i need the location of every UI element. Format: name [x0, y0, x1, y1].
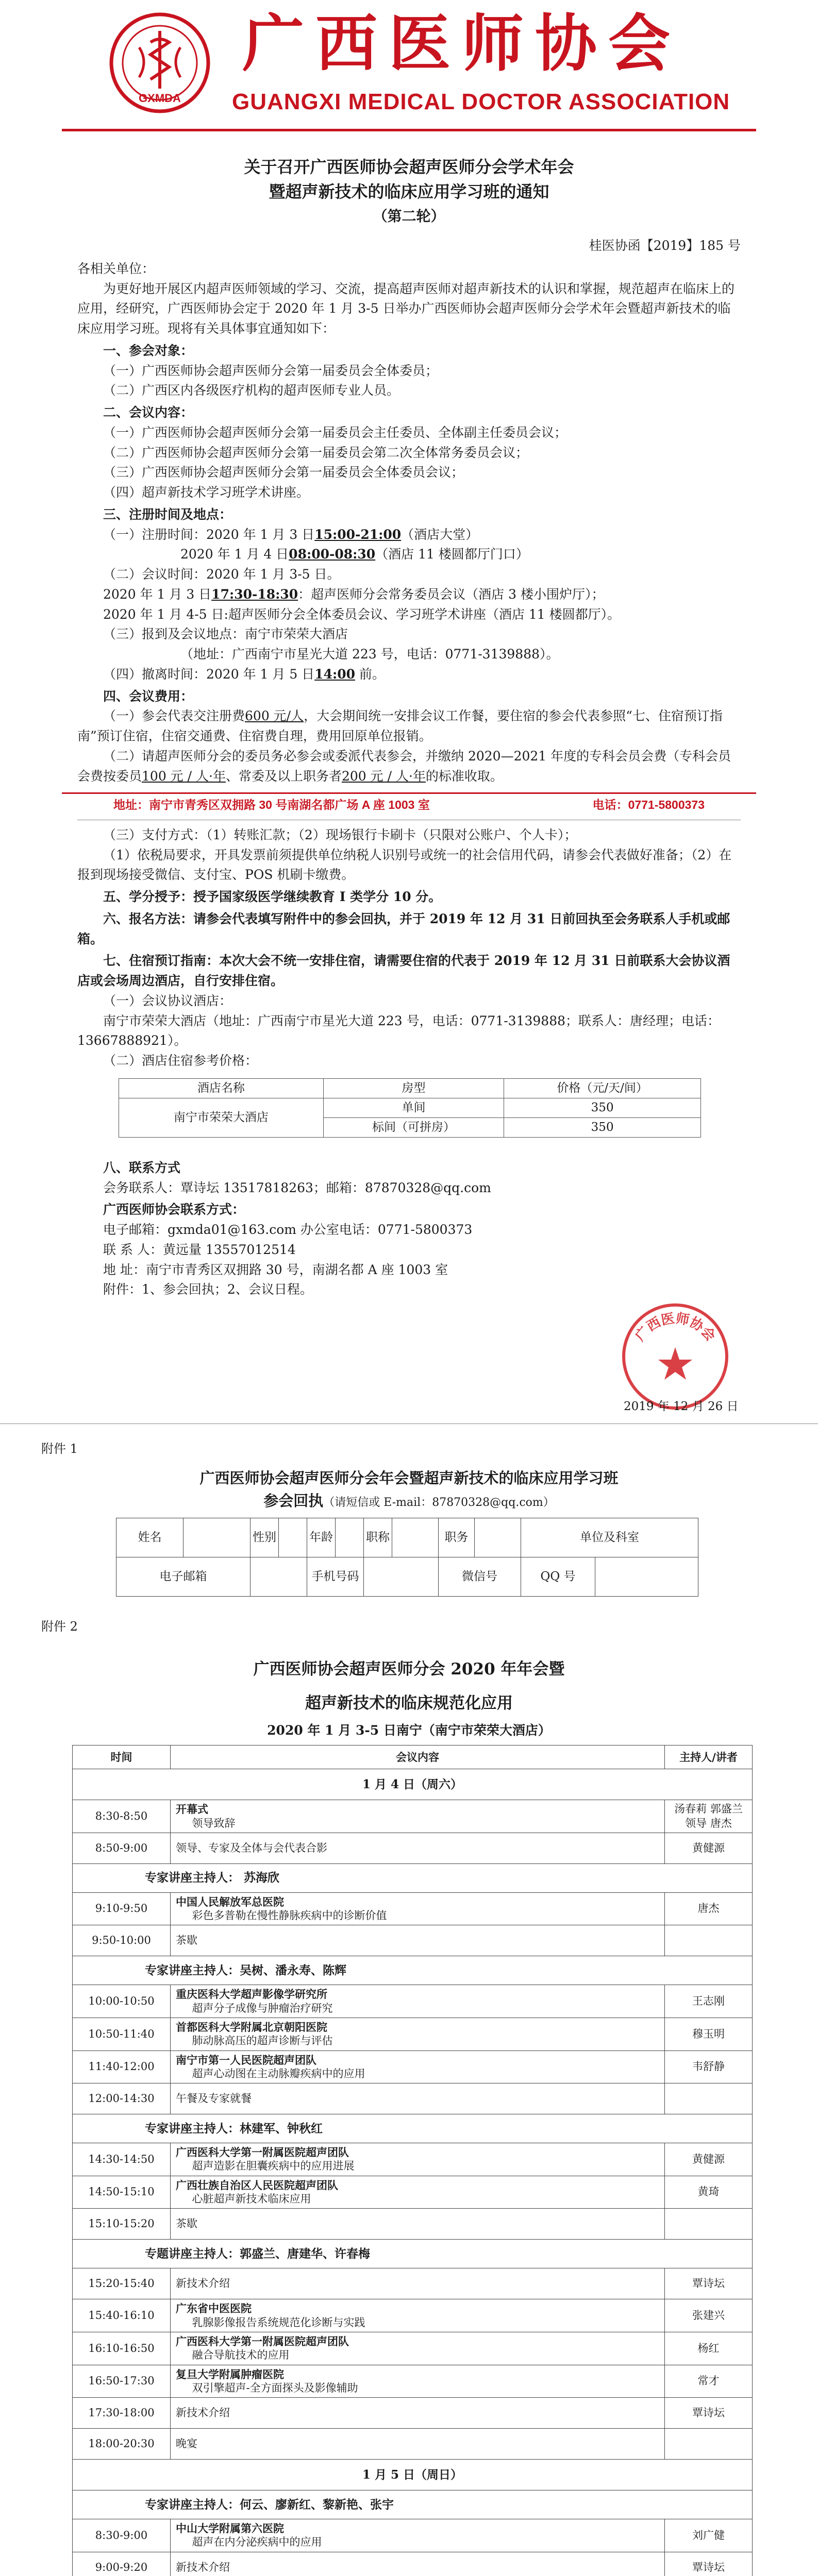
session-content: [171, 2299, 665, 2332]
venue: （三）报到及会议地点：南宁市荣荣大酒店: [103, 626, 348, 642]
section-5: 五、学分授予：授予国家级医学继续教育 I 类学分 10 分。: [103, 889, 442, 905]
form-field[interactable]: [475, 1518, 521, 1557]
session-topic: 双引擎超声-全方面探头及影像辅助: [192, 2381, 358, 2394]
session-content: [171, 1833, 665, 1863]
session-time: 9:10-9:50: [73, 1892, 171, 1925]
table-row: [73, 2332, 753, 2365]
form-label: 职称: [364, 1518, 392, 1557]
attachment-1-subtitle: 参会回执（请短信或 E-mail：87870328@qq.com）: [263, 1492, 555, 1510]
notice-title-1: 关于召开广西医师协会超声医师分会学术年会: [244, 157, 574, 177]
section-1-item: （一）广西医师协会超声医师分会第一届委员会全体委员；: [103, 363, 439, 378]
registration-time: （一）注册时间：2020 年 1 月 3 日15:00-21:00（酒店大堂）: [103, 527, 479, 542]
table-header: 主持人/讲者: [665, 1745, 753, 1769]
session-speaker: 王志刚: [665, 1985, 753, 2018]
session-content: [171, 2083, 665, 2114]
session-title: 茶歇: [176, 1934, 197, 1947]
form-field[interactable]: [336, 1518, 364, 1557]
session-speaker: [665, 1925, 753, 1956]
footer-rule: [62, 792, 756, 794]
table-row: [73, 2176, 753, 2209]
section-1-item: （二）广西区内各级医疗机构的超声医师专业人员。: [103, 383, 400, 398]
table-row: [73, 2083, 753, 2114]
table-row: [73, 1892, 753, 1925]
session-content: [171, 1892, 665, 1925]
session-topic: 彩色多普勒在慢性静脉疾病中的诊断价值: [192, 1909, 387, 1922]
contact-line: 会务联系人：覃诗坛 13517818263；邮箱：87870328@qq.com: [103, 1180, 491, 1195]
form-label: 性别: [251, 1518, 279, 1557]
table-row: [73, 1800, 753, 1833]
official-seal-icon: [619, 1300, 732, 1413]
host-row: [73, 1863, 753, 1892]
letterhead: [0, 0, 818, 155]
table-row: [73, 2018, 753, 2050]
session-content: [171, 2332, 665, 2365]
table-cell: 标间（可拼房）: [323, 1117, 504, 1137]
session-time: 8:30-9:00: [73, 2519, 171, 2552]
host-row: [73, 2114, 753, 2143]
attachment-2-subtitle: 超声新技术的临床规范化应用: [305, 1694, 513, 1713]
host-row: [73, 2240, 753, 2268]
notice: [0, 155, 818, 1418]
table-row: [119, 1098, 701, 1117]
session-content: [171, 2519, 665, 2552]
session-title: 新技术介绍: [176, 2406, 230, 2419]
session-time: 16:50-17:30: [73, 2365, 171, 2398]
association-logo-icon: [108, 11, 211, 114]
salutation: 各相关单位：: [77, 261, 155, 276]
form-label: 单位及科室: [521, 1518, 698, 1557]
session-topic: 肺动脉高压的超声诊断与评估: [192, 2035, 333, 2047]
session-topic: 乳腺影像报告系统规范化诊断与实践: [192, 2316, 365, 2329]
table-header: 价格（元/天/间）: [504, 1078, 701, 1098]
session-speaker: 覃诗坛: [665, 2552, 753, 2576]
form-label: 年龄: [307, 1518, 336, 1557]
session-topic: 融合导航技术的应用: [192, 2349, 290, 2362]
attachment-2-date-venue: 2020 年 1 月 3-5 日南宁（南宁市荣荣大酒店）: [267, 1723, 551, 1738]
session-time: 8:30-8:50: [73, 1800, 171, 1833]
table-row: [73, 1925, 753, 1956]
contact-title: 八、联系方式: [103, 1160, 181, 1175]
session-time: 15:40-16:10: [73, 2299, 171, 2332]
session-content: [171, 2552, 665, 2576]
session-speaker: 覃诗坛: [665, 2398, 753, 2429]
table-row: [73, 1985, 753, 2018]
session-time: 15:10-15:20: [73, 2209, 171, 2240]
contact-line: 广西医师协会联系方式：: [103, 1202, 245, 1217]
session-topic: 超声造影在胆囊疾病中的应用进展: [192, 2160, 355, 2173]
session-speaker: 张建兴: [665, 2299, 753, 2332]
contact-section: [77, 1158, 741, 1300]
table-row: [73, 2050, 753, 2083]
form-label: 职务: [439, 1518, 475, 1557]
session-title: 首都医科大学附属北京朝阳医院: [176, 2020, 327, 2033]
form-field[interactable]: [251, 1557, 307, 1597]
day-heading: 1 月 5 日（周日）: [73, 2460, 753, 2490]
hotel-title: （一）会议协议酒店：: [103, 993, 232, 1008]
table-row: [73, 2268, 753, 2299]
session-content: [171, 2398, 665, 2429]
session-topic: 超声在内分泌疾病中的应用: [192, 2536, 322, 2549]
registration-form-table: [116, 1518, 698, 1597]
meeting-time-detail-2: 2020 年 1 月 4-5 日:超声医师分会全体委员会议、学习班学术讲座（酒店 11 楼圆都厅）。: [103, 606, 621, 622]
session-speaker: 汤春莉 郭盛兰 领导 唐杰: [665, 1800, 753, 1833]
table-cell: 单间: [323, 1098, 504, 1117]
section-2-item: （三）广西医师协会超声医师分会第一届委员会全体委员会议；: [103, 465, 464, 480]
notice-title-2: 暨超声新技术的临床应用学习班的通知: [269, 182, 549, 201]
fee-paragraph-2: （二）请超声医师分会的委员务必参会或委派代表参会，并缴纳 2020—2021 年度的专科会员会费（专科会员会费按委员100 元 / 人·年、常委及以上职务者200 元 / 人·年的标准收取。: [77, 748, 731, 784]
host-row: [73, 1956, 753, 1985]
session-content: [171, 2209, 665, 2240]
footer-address: 地址：南宁市青秀区双拥路 30 号南湖名都广场 A 座 1003 室: [113, 798, 430, 812]
table-header-row: [73, 1745, 753, 1769]
meeting-time: （二）会议时间：2020 年 1 月 3-5 日。: [103, 567, 340, 582]
day-heading: 1 月 4 日（周六）: [73, 1769, 753, 1800]
session-speaker: [665, 2429, 753, 2460]
day-row: [73, 2460, 753, 2490]
table-row: [73, 2398, 753, 2429]
session-time: 14:50-15:10: [73, 2176, 171, 2209]
table-row: [116, 1518, 698, 1557]
section-3-title: 三、注册时间及地点：: [103, 506, 232, 522]
session-time: 14:30-14:50: [73, 2143, 171, 2176]
notice-round: （第二轮）: [373, 208, 445, 225]
fee-paragraph-1: （一）参会代表交注册费600 元/人，大会期间统一安排会议工作餐，要住宿的参会代表参照“七、住宿预订指南”预订住宿，住宿交通费、住宿费自理，费用回原单位报销。: [77, 708, 723, 743]
session-time: 10:50-11:40: [73, 2018, 171, 2050]
session-host: 专题讲座主持人：郭盛兰、唐建华、许春梅: [73, 2240, 753, 2268]
schedule-table: [72, 1745, 753, 2576]
registration-time-2: 2020 年 1 月 4 日08:00-08:30（酒店 11 楼圆都厅门口）: [180, 547, 529, 562]
host-row: [73, 2490, 753, 2519]
session-topic: 心脏超声新技术临床应用: [192, 2193, 311, 2206]
table-row: [73, 2143, 753, 2176]
session-title: 广东省中医医院: [176, 2302, 252, 2315]
session-time: 17:30-18:00: [73, 2398, 171, 2429]
attachment-2-label: 附件 2: [41, 1619, 78, 1634]
form-label: QQ 号: [521, 1557, 595, 1597]
session-topic: 超声心动图在主动脉瓣疾病中的应用: [192, 2067, 365, 2080]
form-field[interactable]: [392, 1518, 439, 1557]
session-speaker: 穆玉明: [665, 2018, 753, 2050]
table-row: [73, 2552, 753, 2576]
table-row: [73, 2519, 753, 2552]
table-cell: 350: [504, 1098, 701, 1117]
session-title: 新技术介绍: [176, 2561, 230, 2573]
attachment-1-title: 广西医师协会超声医师分会年会暨超声新技术的临床应用学习班: [199, 1469, 619, 1487]
payment-method: （三）支付方式：（1）转账汇款；（2）现场银行卡刷卡（只限对公账户、个人卡）；: [103, 827, 577, 842]
intro-paragraph: 为更好地开展区内超声医师领域的学习、交流，提高超声医师对超声新技术的认识和掌握，规范超声在临床上的应用，经研究，广西医师协会定于 2020 年 1 月 3-5 日举办广西医师协会超声医师分会学术年会暨超声新技术的临床应用学习班。现将有关具体事宜通知如下：: [77, 281, 735, 336]
logo-text: GXMDA: [139, 92, 181, 105]
session-title: 广西医科大学第一附属医院超声团队: [176, 2334, 349, 2348]
section-2-item: （四）超声新技术学习班学术讲座。: [103, 485, 310, 500]
session-speaker: 常才: [665, 2365, 753, 2398]
footer-phone: 电话：0771-5800373: [592, 798, 705, 812]
session-speaker: 黄琦: [665, 2176, 753, 2209]
session-host: 专家讲座主持人：吴树、潘永寿、陈辉: [73, 1956, 753, 1985]
session-content: [171, 1985, 665, 2018]
section-6: 六、报名方法：请参会代表填写附件中的参会回执，并于 2019 年 12 月 31 日前回执至会务联系人手机或邮箱。: [77, 911, 730, 946]
session-speaker: 刘广健: [665, 2519, 753, 2552]
session-host: 专家讲座主持人： 苏海欣: [73, 1863, 753, 1892]
table-row: [73, 2365, 753, 2398]
table-header: 时间: [73, 1745, 171, 1769]
section-2-title: 二、会议内容：: [103, 405, 194, 420]
form-field[interactable]: [183, 1518, 251, 1557]
meeting-time-detail-1: 2020 年 1 月 3 日17:30-18:30：超声医师分会常务委员会议（酒店 3 楼小围炉厅）；: [103, 586, 605, 602]
session-time: 15:20-15:40: [73, 2268, 171, 2299]
association-name-en: GUANGXI MEDICAL DOCTOR ASSOCIATION: [232, 89, 730, 114]
hotel-name-cell: 南宁市荣荣大酒店: [119, 1098, 324, 1137]
session-time: 18:00-20:30: [73, 2429, 171, 2460]
session-speaker: 韦舒静: [665, 2050, 753, 2083]
attachment-2-title: 广西医师协会超声医师分会 2020 年年会暨: [253, 1660, 565, 1679]
form-label: 微信号: [439, 1557, 521, 1597]
session-content: [171, 1925, 665, 1956]
session-title: 广西壮族自治区人民医院超声团队: [176, 2178, 338, 2192]
contact-line: 联 系 人：黄远量 13557012514: [103, 1242, 296, 1257]
session-title: 重庆医科大学超声影像学研究所: [176, 1988, 327, 2001]
form-label: 电子邮箱: [116, 1557, 251, 1597]
table-row: [116, 1557, 698, 1597]
form-label: 姓名: [116, 1518, 183, 1557]
session-title: 新技术介绍: [176, 2277, 230, 2290]
section-1-title: 一、参会对象：: [103, 343, 194, 358]
schedule-body: [73, 1769, 753, 2576]
table-cell: 350: [504, 1117, 701, 1137]
session-content: [171, 2050, 665, 2083]
session-title: 复旦大学附属肿瘤医院: [176, 2367, 284, 2381]
session-time: 10:00-10:50: [73, 1985, 171, 2018]
form-field[interactable]: [595, 1557, 698, 1597]
signature-block: [77, 1300, 741, 1418]
session-content: [171, 2429, 665, 2460]
session-title: 茶歇: [176, 2217, 197, 2230]
session-time: 12:00-14:30: [73, 2083, 171, 2114]
session-time: 8:50-9:00: [73, 1833, 171, 1863]
table-header: 房型: [323, 1078, 504, 1098]
contact-line: 电子邮箱：gxmda01@163.com 办公室电话：0771-5800373: [103, 1222, 473, 1238]
table-row: [73, 1833, 753, 1863]
table-header: 酒店名称: [119, 1078, 324, 1098]
session-title: 广西医科大学第一附属医院超声团队: [176, 2146, 349, 2159]
form-field[interactable]: [364, 1557, 439, 1597]
table-row: [73, 2299, 753, 2332]
section-2-item: （二）广西医师协会超声医师分会第一届委员会第二次全体常务委员会议；: [103, 445, 529, 460]
table-header-row: [119, 1078, 701, 1098]
section-4-title: 四、会议费用：: [103, 688, 194, 704]
session-speaker: 杨红: [665, 2332, 753, 2365]
session-title: 开幕式: [176, 1803, 208, 1816]
session-speaker: 唐杰: [665, 1892, 753, 1925]
session-host: 专家讲座主持人：何云、廖新红、黎新艳、张宇: [73, 2490, 753, 2519]
session-speaker: 覃诗坛: [665, 2268, 753, 2299]
letterhead-footer: [77, 796, 741, 815]
hotel-price-table: [119, 1078, 701, 1138]
section-7: 七、住宿预订指南：本次大会不统一安排住宿，请需要住宿的代表于 2019 年 12 月 31 日前联系大会协议酒店或会场周边酒店，自行安排住宿。: [77, 953, 730, 989]
section-2-item: （一）广西医师协会超声医师分会第一届委员会主任委员、全体副主任委员会议；: [103, 425, 567, 440]
session-content: [171, 2176, 665, 2209]
session-content: [171, 2268, 665, 2299]
session-content: [171, 2018, 665, 2050]
session-time: 9:00-9:20: [73, 2552, 171, 2576]
contact-line: 地 址：南宁市青秀区双拥路 30 号，南湖名都 A 座 1003 室: [103, 1262, 448, 1277]
signature-date: 2019 年 12 月 26 日: [624, 1400, 739, 1414]
session-topic: 领导致辞: [192, 1817, 236, 1829]
hotel-price-title: （二）酒店住宿参考价格：: [103, 1053, 258, 1069]
session-content: [171, 2365, 665, 2398]
session-topic: 超声分子成像与肿瘤治疗研究: [192, 2002, 333, 2014]
session-title: 南宁市第一人民医院超声团队: [176, 2053, 316, 2066]
session-speaker: [665, 2083, 753, 2114]
attachments-list: 附件：1、参会回执；2、会议日程。: [103, 1282, 313, 1297]
session-speaker: 黄健源: [665, 1833, 753, 1863]
departure-time: （四）撤离时间：2020 年 1 月 5 日14:00 前。: [103, 666, 385, 682]
session-title: 中国人民解放军总医院: [176, 1895, 284, 1908]
day-row: [73, 1769, 753, 1800]
session-speaker: [665, 2209, 753, 2240]
invoice-note: （1）依税局要求，开具发票前须提供单位纳税人识别号或统一的社会信用代码，请参会代表做好准备；（2）在报到现场接受微信、支付宝、POS 机刷卡缴费。: [77, 847, 732, 883]
table-row: [73, 2429, 753, 2460]
session-title: 晚宴: [176, 2437, 197, 2450]
venue-address: （地址：广西南宁市星光大道 223 号，电话：0771-3139888）。: [180, 647, 559, 662]
session-title: 领导、专家及全体与会代表合影: [176, 1841, 327, 1854]
session-time: 9:50-10:00: [73, 1925, 171, 1956]
table-header: 会议内容: [171, 1745, 665, 1769]
seal-text: 广西医师协会: [632, 1311, 719, 1345]
hotel-detail: 南宁市荣荣大酒店（地址：广西南宁市星光大道 223 号，电话：0771-3139888；联系人：唐经理；电话：13667888921）。: [77, 1013, 721, 1048]
session-time: 16:10-16:50: [73, 2332, 171, 2365]
session-content: [171, 1800, 665, 1833]
association-name-cn: 广西医师协会: [242, 7, 681, 80]
session-speaker: 黄健源: [665, 2143, 753, 2176]
session-title: 中山大学附属第六医院: [176, 2522, 284, 2535]
session-title: 午餐及专家就餐: [176, 2092, 252, 2105]
form-field[interactable]: [279, 1518, 307, 1557]
attachment-1-label: 附件 1: [41, 1442, 78, 1456]
form-label: 手机号码: [307, 1557, 364, 1597]
page-break: [0, 1423, 818, 1424]
session-host: 专家讲座主持人：林建军、钟秋红: [73, 2114, 753, 2143]
document-number: 桂医协函【2019】185 号: [589, 238, 741, 253]
table-row: [73, 2209, 753, 2240]
header-rule: [62, 129, 756, 131]
session-content: [171, 2143, 665, 2176]
session-time: 11:40-12:00: [73, 2050, 171, 2083]
